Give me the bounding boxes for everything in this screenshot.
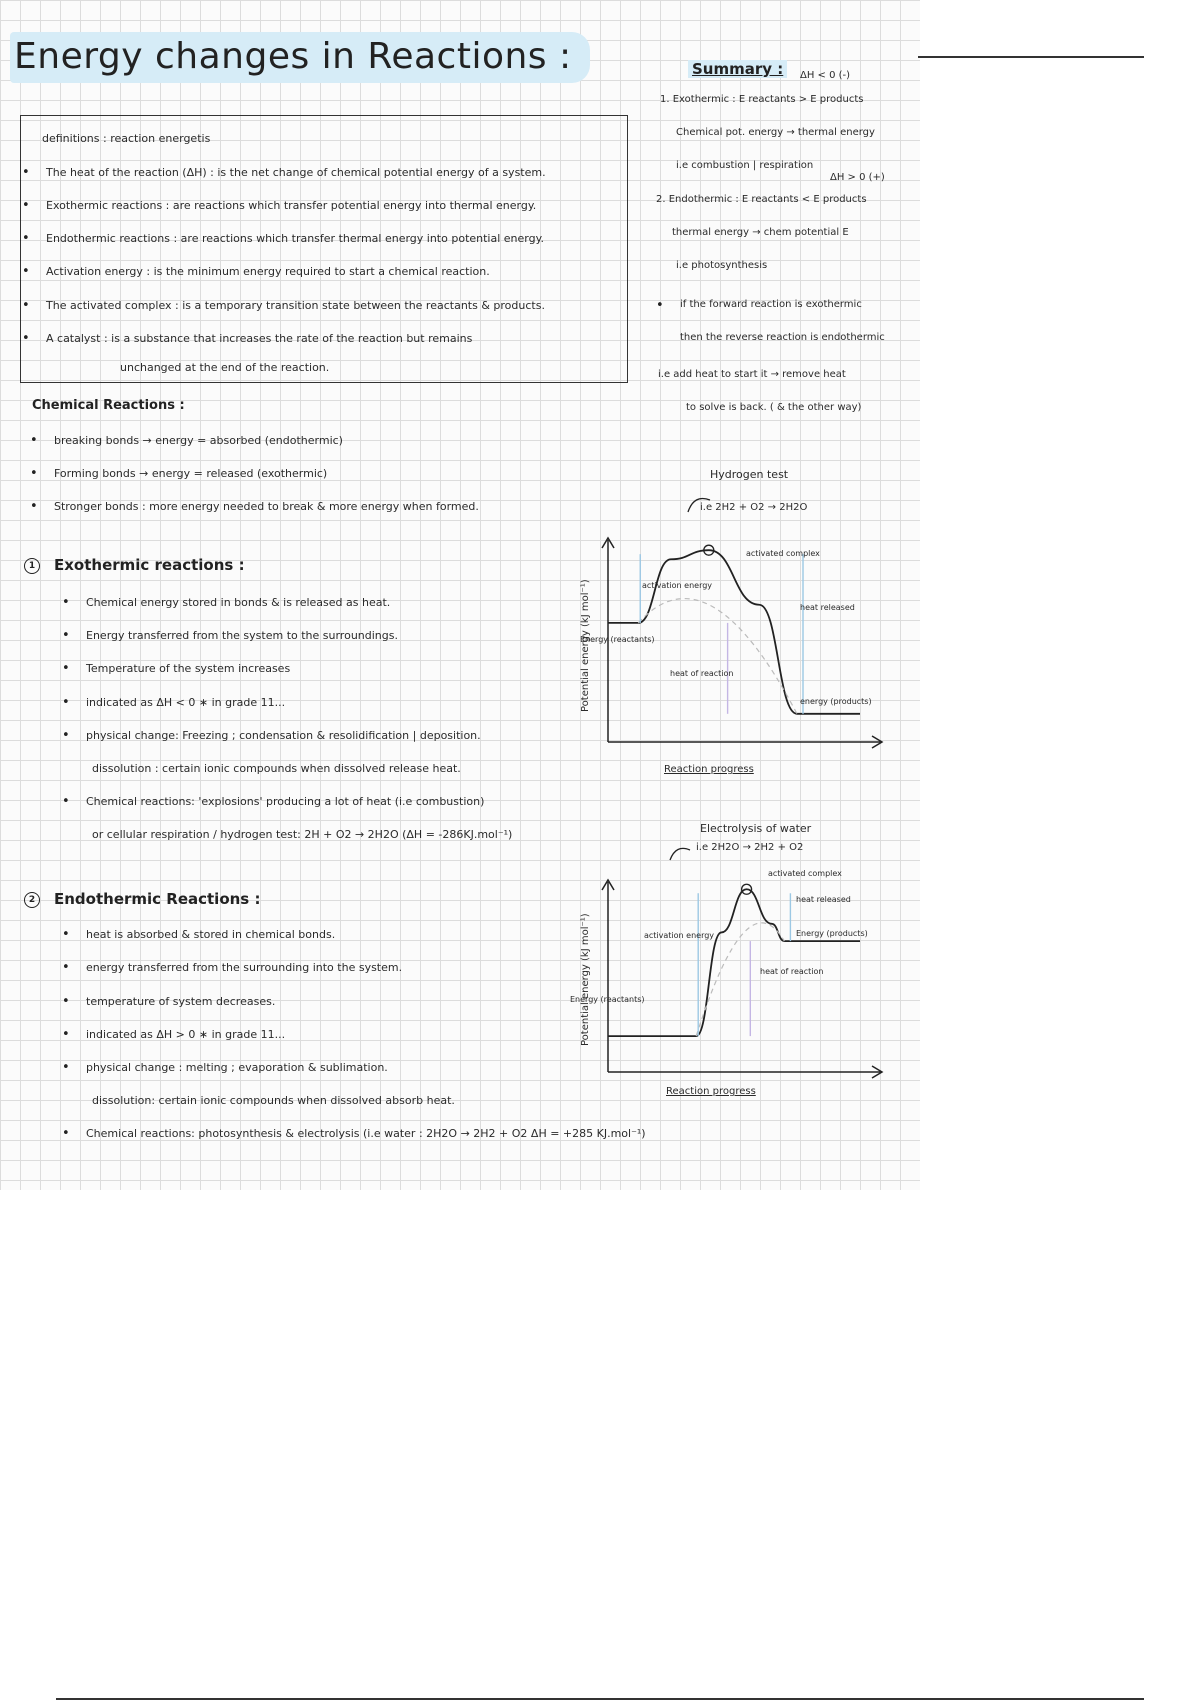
- products-label: energy (products): [800, 697, 872, 706]
- summary-line: 2. Endothermic : E reactants < E products: [656, 194, 867, 205]
- summary-line: 1. Exothermic : E reactants > E products: [660, 94, 864, 105]
- summary-line: to solve is back. ( & the other way): [686, 402, 862, 413]
- reactants-label: Energy (reactants): [580, 635, 655, 644]
- summary-line: ΔH < 0 (-): [800, 70, 851, 81]
- definition-item: • The heat of the reaction (ΔH) : is the net change of chemical potential energy of a system.: [46, 166, 546, 179]
- heat-released-label: heat released: [800, 603, 855, 612]
- summary-line: ΔH > 0 (+): [830, 172, 885, 183]
- exothermic-energy-diagram: [560, 460, 900, 790]
- summary-line: i.e add heat to start it → remove heat: [658, 369, 846, 380]
- chart-title: Electrolysis of water: [700, 822, 812, 835]
- exothermic-item: dissolution : certain ionic compounds when dissolved release heat.: [92, 762, 461, 775]
- activation-energy-label: activation energy: [642, 581, 713, 590]
- endothermic-item: • energy transferred from the surrounding into the system.: [86, 961, 402, 974]
- summary-line: Chemical pot. energy → thermal energy: [676, 127, 875, 138]
- chart-subtitle: i.e 2H2 + O2 → 2H2O: [700, 502, 808, 513]
- definition-continuation: unchanged at the end of the reaction.: [120, 361, 330, 374]
- chemical-reaction-item: • Forming bonds → energy = released (exothermic): [54, 467, 327, 480]
- reactants-label: Energy (reactants): [570, 995, 645, 1004]
- definition-item: • The activated complex : is a temporary transition state between the reactants & products.: [46, 299, 545, 312]
- definition-item: • Endothermic reactions : are reactions which transfer thermal energy into potential energy.: [46, 232, 544, 245]
- summary-line: thermal energy → chem potential E: [672, 227, 849, 238]
- chart-subtitle: i.e 2H2O → 2H2 + O2: [696, 842, 804, 853]
- endothermic-item: • physical change : melting ; evaporation & sublimation.: [86, 1061, 388, 1074]
- summary-line: then the reverse reaction is endothermic: [680, 332, 885, 343]
- summary-line: i.e photosynthesis: [676, 260, 768, 271]
- x-axis-label: Reaction progress: [666, 1086, 756, 1097]
- energy-curve: [608, 889, 860, 1036]
- exothermic-item: • Energy transferred from the system to the surroundings.: [86, 629, 398, 642]
- pointer-arrow: [670, 848, 690, 860]
- endothermic-item: • temperature of system decreases.: [86, 995, 275, 1008]
- exothermic-item: • indicated as ΔH < 0 ∗ in grade 11...: [86, 696, 285, 709]
- energy-curve: [608, 550, 860, 714]
- endothermic-item: dissolution: certain ionic compounds when dissolved absorb heat.: [92, 1094, 455, 1107]
- activated-complex-label: activated complex: [768, 869, 842, 878]
- endothermic-heading-text: Endothermic Reactions :: [54, 890, 261, 908]
- definition-item: • A catalyst : is a substance that increases the rate of the reaction but remains: [46, 332, 472, 345]
- summary-line: • if the forward reaction is exothermic: [680, 299, 862, 310]
- chemical-reaction-item: • Stronger bonds : more energy needed to break & more energy when formed.: [54, 500, 479, 513]
- endothermic-heading: [24, 890, 260, 908]
- y-axis-label: Potential energy (kJ mol⁻¹): [580, 913, 591, 1046]
- exothermic-item: or cellular respiration / hydrogen test: 2H + O2 → 2H2O (ΔH = -286KJ.mol⁻¹): [92, 828, 513, 841]
- y-axis-label: Potential energy (kJ mol⁻¹): [580, 579, 591, 712]
- exothermic-item: • physical change: Freezing ; condensation & resolidification | deposition.: [86, 729, 481, 742]
- chart-title: Hydrogen test: [710, 468, 789, 481]
- activated-complex-label: activated complex: [746, 549, 820, 558]
- summary-title: Summary :: [688, 60, 787, 78]
- exothermic-heading-text: Exothermic reactions :: [54, 556, 245, 574]
- endothermic-item: • heat is absorbed & stored in chemical bonds.: [86, 928, 335, 941]
- catalyst-curve: [638, 599, 797, 714]
- activation-energy-label: activation energy: [644, 931, 715, 940]
- definition-item: • Activation energy : is the minimum energy required to start a chemical reaction.: [46, 265, 490, 278]
- exothermic-heading: [24, 556, 245, 574]
- products-label: Energy (products): [796, 929, 868, 938]
- heat-of-reaction-label: heat of reaction: [670, 669, 734, 678]
- heat-of-reaction-label: heat of reaction: [760, 967, 824, 976]
- endothermic-item: • Chemical reactions: photosynthesis & electrolysis (i.e water : 2H2O → 2H2 + O2 ΔH = +285 KJ.mol⁻¹): [86, 1127, 646, 1140]
- definition-item: • Exothermic reactions : are reactions which transfer potential energy into thermal energy.: [46, 199, 536, 212]
- chemical-reactions-heading: Chemical Reactions :: [32, 398, 185, 413]
- section-number: 2: [24, 892, 40, 908]
- page-title: Energy changes in Reactions :: [10, 32, 590, 83]
- summary-line: i.e combustion | respiration: [676, 160, 814, 171]
- header-rule: [918, 56, 1144, 58]
- endothermic-energy-diagram: [560, 800, 900, 1110]
- x-axis-label: Reaction progress: [664, 764, 754, 775]
- exothermic-item: • Chemical energy stored in bonds & is released as heat.: [86, 596, 390, 609]
- endothermic-item: • indicated as ΔH > 0 ∗ in grade 11...: [86, 1028, 285, 1041]
- exothermic-item: • Temperature of the system increases: [86, 662, 290, 675]
- definitions-heading: definitions : reaction energetis: [42, 132, 211, 145]
- heat-released-label: heat released: [796, 895, 851, 904]
- section-number: 1: [24, 558, 40, 574]
- exothermic-item: • Chemical reactions: 'explosions' producing a lot of heat (i.e combustion): [86, 795, 484, 808]
- chemical-reaction-item: • breaking bonds → energy = absorbed (endothermic): [54, 434, 343, 447]
